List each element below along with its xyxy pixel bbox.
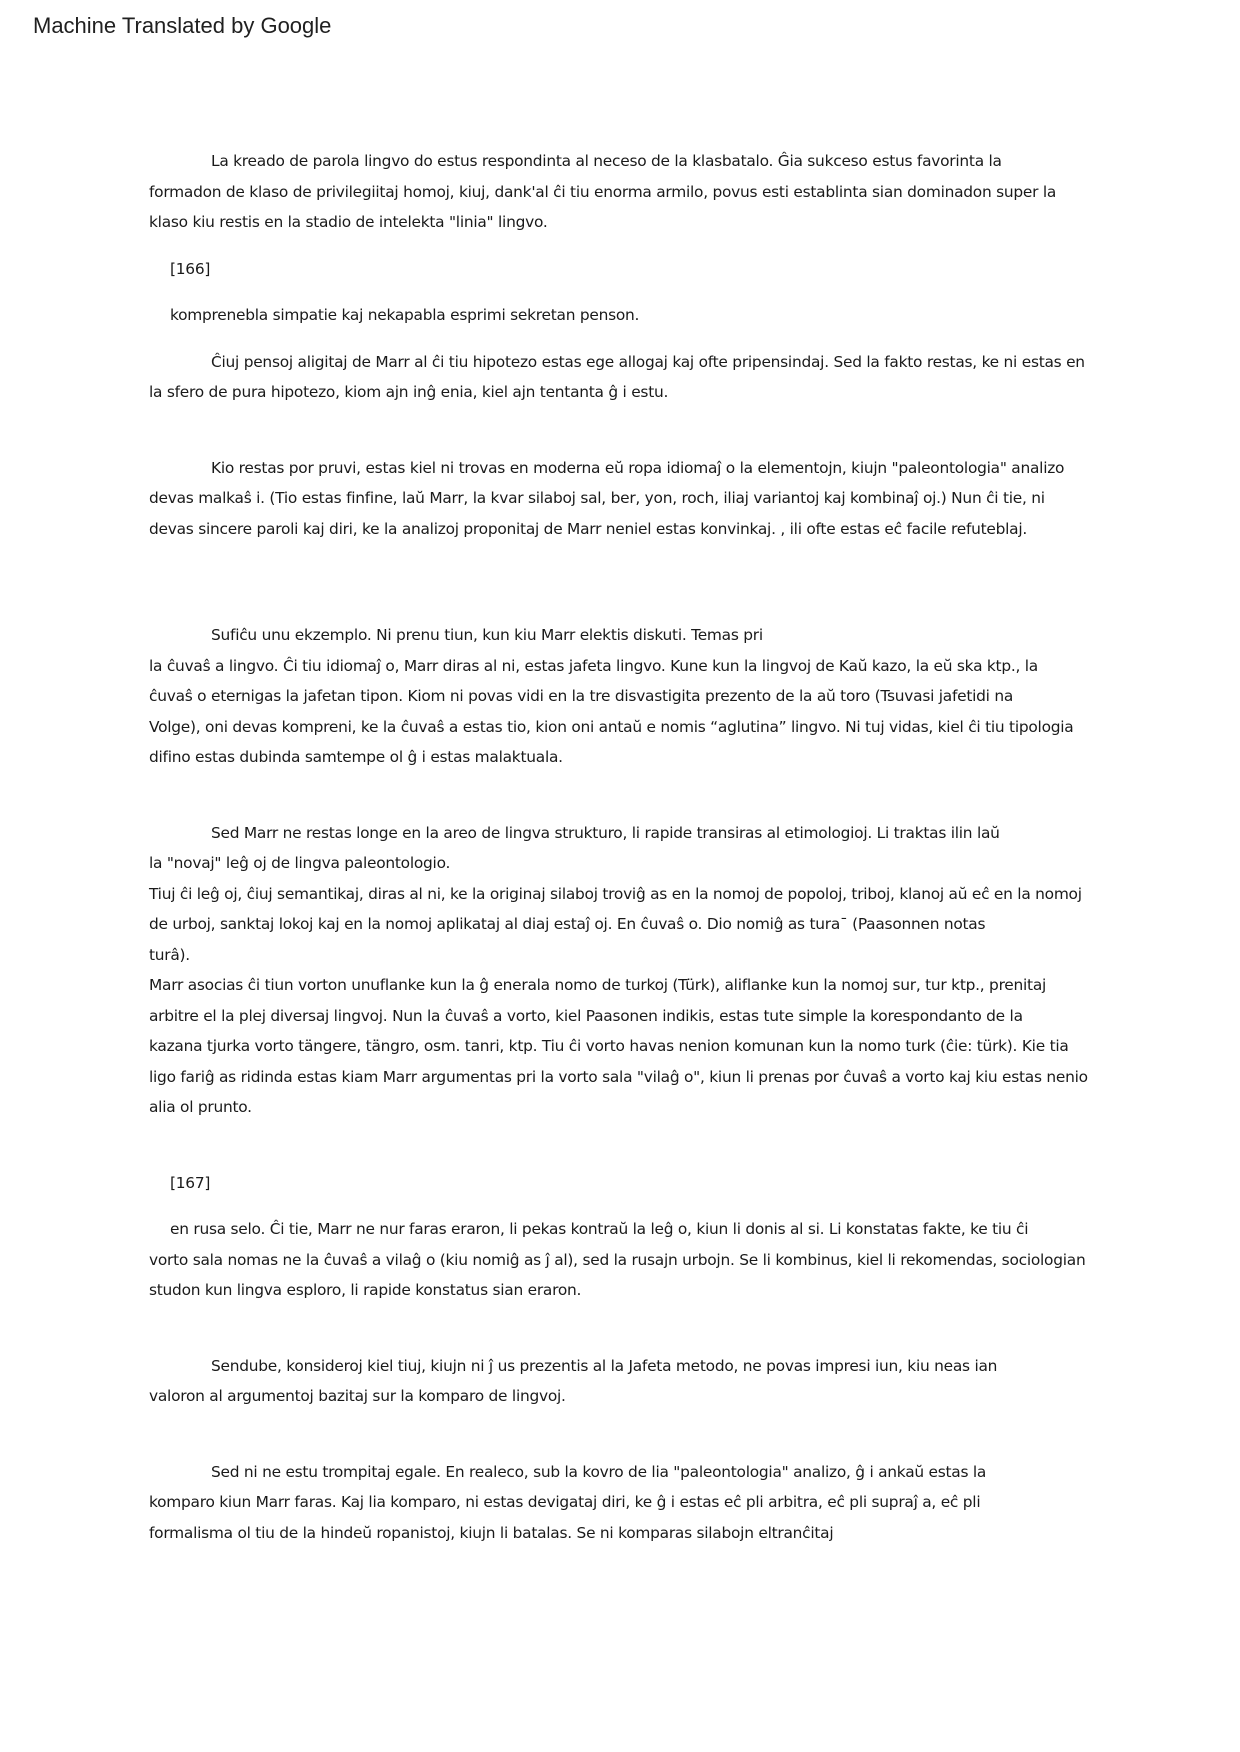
text-line: ligo fariĝ as ridinda estas kiam Marr argumentas pri la vorto sala "vilaĝ o", kiun li prenas por ĉuvaŝ a vorto kaj kiu estas nenio [149, 1067, 1088, 1086]
text-line: La kreado de parola lingvo do estus respondinta al neceso de la klasbatalo. Ĝia sukceso estus favorinta la [211, 152, 1002, 170]
text-line: Sendube, konsideroj kiel tiuj, kiujn ni ĵ us prezentis al la Jafeta metodo, ne povas impresi iun, kiu neas ian [211, 1356, 998, 1375]
text-line: Sufiĉu unu ekzemplo. Ni prenu tiun, kun kiu Marr elektis diskuti. Temas pri [211, 626, 763, 644]
text-line: formalisma ol tiu de la hindeŭ ropanistoj, kiujn li batalas. Se ni komparas silabojn eltranĉitaj [149, 1523, 834, 1542]
text-line: valoron al argumentoj bazitaj sur la komparo de lingvoj. [149, 1387, 566, 1405]
text-line: la "novaj" leĝ oj de lingva paleontologio. [149, 854, 451, 872]
text-line: Kio restas por pruvi, estas kiel ni trovas en moderna eŭ ropa idiomaĵ o la elementojn, kiujn "paleontologia" analizo [211, 458, 1065, 477]
page-number-marker: [166] [170, 259, 211, 278]
text-line: kazana tjurka vorto tängere, tängro, osm. tanri, ktp. Tiu ĉi vorto havas nenion komunan kun la nomo turk (ĉie: türk). Kie tia [149, 1037, 1069, 1055]
text-line: Sed ni ne estu trompitaj egale. En realeco, sub la kovro de lia "paleontologia" analizo, ĝ i ankaŭ estas la [211, 1462, 987, 1481]
text-line: Marr asocias ĉi tiun vorton unuflanke kun la ĝ enerala nomo de turkoj (Türk), aliflanke kun la nomoj sur, tur ktp., prenitaj [149, 976, 1047, 994]
text-line: vorto sala nomas ne la ĉuvaŝ a vilaĝ o (kiu nomiĝ as ĵ al), sed la rusajn urbojn. Se li kombinus, kiel li rekomendas, sociologian [149, 1250, 1086, 1269]
text-line: la sfero de pura hipotezo, kiom ajn inĝ enia, kiel ajn tentanta ĝ i estu. [149, 383, 669, 401]
text-line: ĉuvaŝ o eternigas la jafetan tipon. Kiom ni povas vidi en la tre disvastigita prezento de la aŭ toro (Tsuvasi jafetidi na [149, 687, 1014, 705]
text-line: komprenebla simpatie kaj nekapabla esprimi sekretan penson. [170, 306, 640, 324]
text-line: alia ol prunto. [149, 1098, 252, 1116]
text-line: formadon de klaso de privilegiitaj homoj, kiuj, dank'al ĉi tiu enorma armilo, povus esti establinta sian dominadon super la [149, 182, 1057, 201]
text-line: Tiuj ĉi leĝ oj, ĉiuj semantikaj, diras al ni, ke la originaj silaboj troviĝ as en la nomoj de popoloj, triboj, klanoj aŭ eĉ en la nomoj [149, 884, 1082, 903]
text-line: arbitre el la plej diversaj lingvoj. Nun la ĉuvaŝ a vorto, kiel Paasonen indikis, estas tute simple la korespondanto de la [149, 1006, 1023, 1025]
text-line: la ĉuvaŝ a lingvo. Ĉi tiu idiomaĵ o, Marr diras al ni, estas jafeta lingvo. Kune kun la lingvoj de Kaŭ kazo, la eŭ ska ktp., la [149, 656, 1038, 675]
text-line: devas malkaŝ i. (Tio estas finfine, laŭ Marr, la kvar silaboj sal, ber, yon, roch, iliaj variantoj kaj kombinaĵ oj.) Nun ĉi tie, ni [149, 489, 1045, 507]
text-line: de urboj, sanktaj lokoj kaj en la nomoj aplikataj al diaj estaĵ oj. En ĉuvaŝ o. Dio nomiĝ as tura¯ (Paasonnen notas [149, 915, 986, 933]
text-line: turâ). [149, 945, 190, 964]
text-line: Sed Marr ne restas longe en la areo de lingva strukturo, li rapide transiras al etimologioj. Li traktas ilin laŭ [211, 823, 1000, 842]
text-line: Ĉiuj pensoj aligitaj de Marr al ĉi tiu hipotezo estas ege allogaj kaj ofte pripensindaj. Sed la fakto restas, ke ni estas en [211, 352, 1085, 371]
text-line: komparo kiun Marr faras. Kaj lia komparo, ni estas devigataj diri, ke ĝ i estas eĉ pli arbitra, eĉ pli supraĵ a, eĉ pli [149, 1493, 981, 1511]
document-page [149, 146, 1089, 1548]
page-number-marker: [167] [170, 1173, 211, 1192]
text-line: difino estas dubinda samtempe ol ĝ i estas malaktuala. [149, 748, 563, 766]
text-line: Volge), oni devas kompreni, ke la ĉuvaŝ a estas tio, kion oni antaŭ e nomis “aglutina” lingvo. Ni tuj vidas, kiel ĉi tiu tipologia [149, 717, 1074, 736]
machine-translation-banner: Machine Translated by Google [33, 13, 332, 38]
text-line: devas sincere paroli kaj diri, ke la analizoj proponitaj de Marr neniel estas konvinkaj. , ili ofte estas eĉ facile refuteblaj. [149, 519, 1028, 538]
text-line: en rusa selo. Ĉi tie, Marr ne nur faras eraron, li pekas kontraŭ la leĝ o, kiun li donis al si. Li konstatas fakte, ke tiu ĉi [170, 1220, 1029, 1238]
text-line: klaso kiu restis en la stadio de intelekta "linia" lingvo. [149, 213, 548, 231]
text-line: studon kun lingva esploro, li rapide konstatus sian eraron. [149, 1281, 582, 1299]
